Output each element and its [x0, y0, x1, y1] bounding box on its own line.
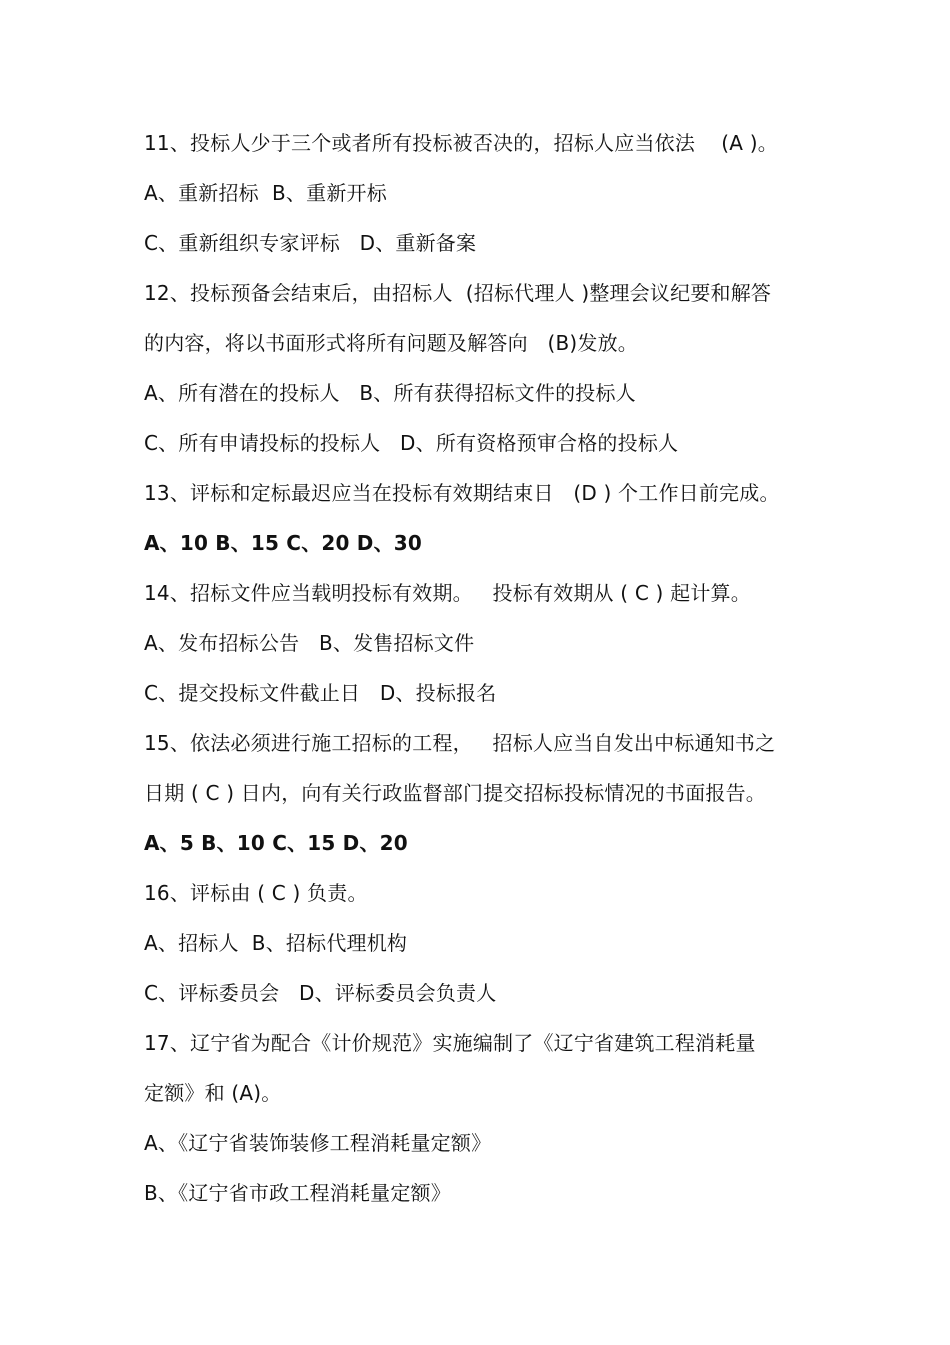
question-17-stem-line1: 17、辽宁省为配合《计价规范》实施编制了《辽宁省建筑工程消耗量 — [144, 1031, 756, 1055]
question-13-stem: 13、评标和定标最迟应当在投标有效期结束日 (D ) 个工作日前完成。 — [144, 481, 780, 505]
question-16-options-cd: C、评标委员会 D、评标委员会负责人 — [144, 981, 497, 1005]
question-15-stem-line2: 日期 ( C ) 日内，向有关行政监督部门提交招标投标情况的书面报告。 — [144, 781, 766, 805]
document-page — [144, 118, 824, 1218]
question-11-stem: 11、投标人少于三个或者所有投标被否决的，招标人应当依法 (A )。 — [144, 131, 778, 155]
question-15-stem-line1: 15、依法必须进行施工招标的工程， 招标人应当自发出中标通知书之 — [144, 731, 776, 755]
question-17-option-b: B、《辽宁省市政工程消耗量定额》 — [144, 1181, 451, 1205]
question-13-options: A、10 B、15 C、20 D、30 — [144, 531, 423, 555]
question-12-options-cd: C、所有申请投标的投标人 D、所有资格预审合格的投标人 — [144, 431, 679, 455]
question-14-options-cd: C、提交投标文件截止日 D、投标报名 — [144, 681, 497, 705]
question-14-stem: 14、招标文件应当载明投标有效期。 投标有效期从 ( C ) 起计算。 — [144, 581, 751, 605]
question-16-options-ab: A、招标人 B、招标代理机构 — [144, 931, 408, 955]
question-11-options-ab: A、重新招标 B、重新开标 — [144, 181, 387, 205]
question-15-options: A、5 B、10 C、15 D、20 — [144, 831, 408, 855]
question-14-options-ab: A、发布招标公告 B、发售招标文件 — [144, 631, 475, 655]
question-16-stem: 16、评标由 ( C ) 负责。 — [144, 881, 368, 905]
question-11-options-cd: C、重新组织专家评标 D、重新备案 — [144, 231, 477, 255]
question-17-stem-line2: 定额》和 (A)。 — [144, 1081, 282, 1105]
question-17-option-a: A、《辽宁省装饰装修工程消耗量定额》 — [144, 1131, 492, 1155]
question-12-stem-line2: 的内容，将以书面形式将所有问题及解答向 (B)发放。 — [144, 331, 638, 355]
question-12-stem-line1: 12、投标预备会结束后，由招标人 (招标代理人 )整理会议纪要和解答 — [144, 281, 772, 305]
question-12-options-ab: A、所有潜在的投标人 B、所有获得招标文件的投标人 — [144, 381, 636, 405]
